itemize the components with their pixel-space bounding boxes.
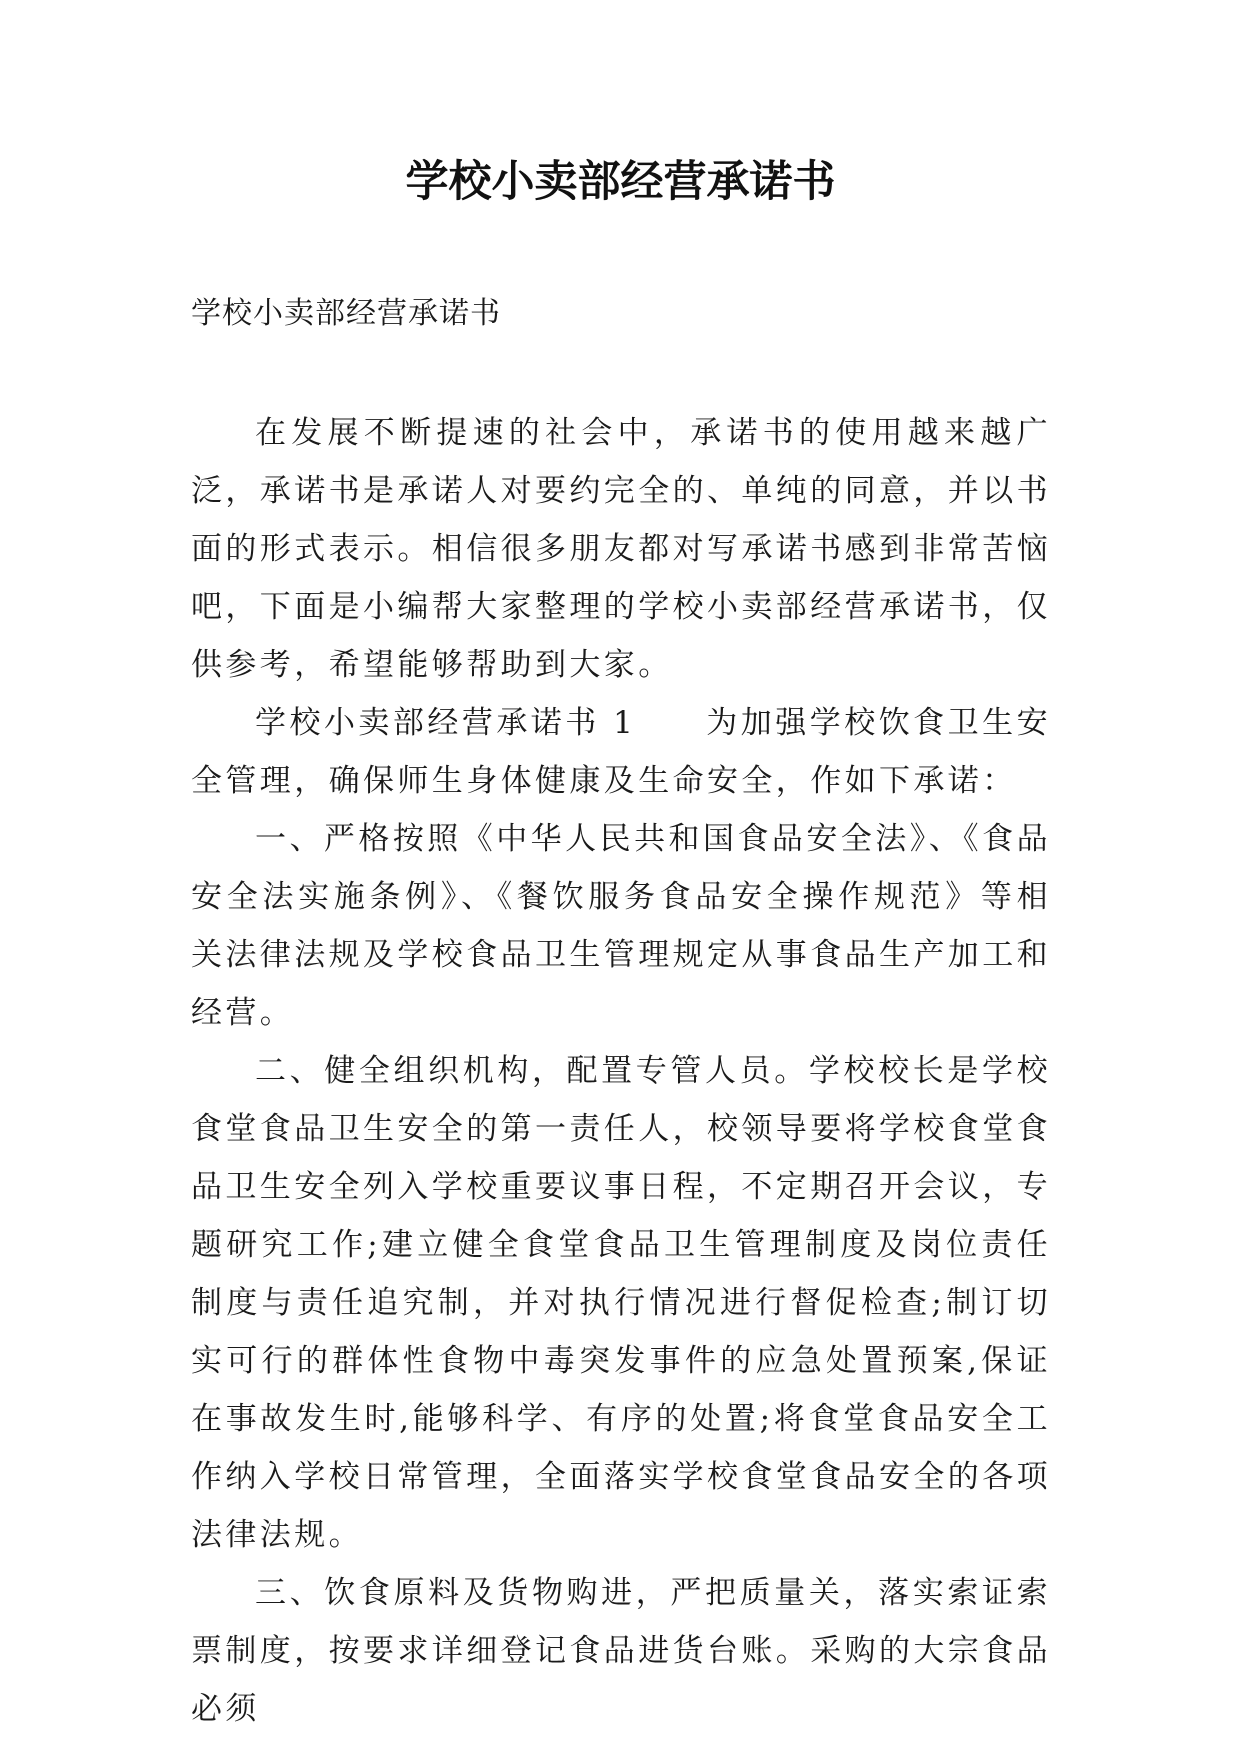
- clause-2-paragraph: 二、健全组织机构，配置专管人员。学校校长是学校食堂食品卫生安全的第一责任人，校领导要将学校食堂食品卫生安全列入学校重要议事日程，不定期召开会议，专题研究工作;建立健全食堂食品卫生管理制度及岗位责任制度与责任追究制，并对执行情况进行督促检查;制订切实可行的群体性食物中毒突发事件的应急处置预案,保证在事故发生时,能够科学、有序的处置;将食堂食品安全工作纳入学校日常管理，全面落实学校食堂食品安全的各项法律法规。: [191, 1053, 1051, 1553]
- section-1-heading: 学校小卖部经营承诺书 1: [255, 705, 637, 741]
- document-subtitle: 学校小卖部经营承诺书: [191, 296, 501, 331]
- document-body: [191, 404, 1051, 1738]
- clause-3-paragraph: 三、饮食原料及货物购进，严把质量关，落实索证索票制度，按要求详细登记食品进货台账。采购的大宗食品必须: [191, 1575, 1051, 1727]
- clause-1-paragraph: 一、严格按照《中华人民共和国食品安全法》、《食品安全法实施条例》、《餐饮服务食品安全操作规范》等相关法律法规及学校食品卫生管理规定从事食品生产加工和经营。: [191, 821, 1051, 1031]
- document-title: 学校小卖部经营承诺书: [405, 157, 836, 207]
- section-1-paragraph: [191, 694, 1051, 810]
- intro-paragraph: 在发展不断提速的社会中，承诺书的使用越来越广泛，承诺书是承诺人对要约完全的、单纯的同意，并以书面的形式表示。相信很多朋友都对写承诺书感到非常苦恼吧，下面是小编帮大家整理的学校小卖部经营承诺书，仅供参考，希望能够帮助到大家。: [191, 415, 1051, 683]
- section-1-text: 为加强学校饮食卫生安全管理，确保师生身体健康及生命安全，作如下承诺：: [191, 705, 1051, 799]
